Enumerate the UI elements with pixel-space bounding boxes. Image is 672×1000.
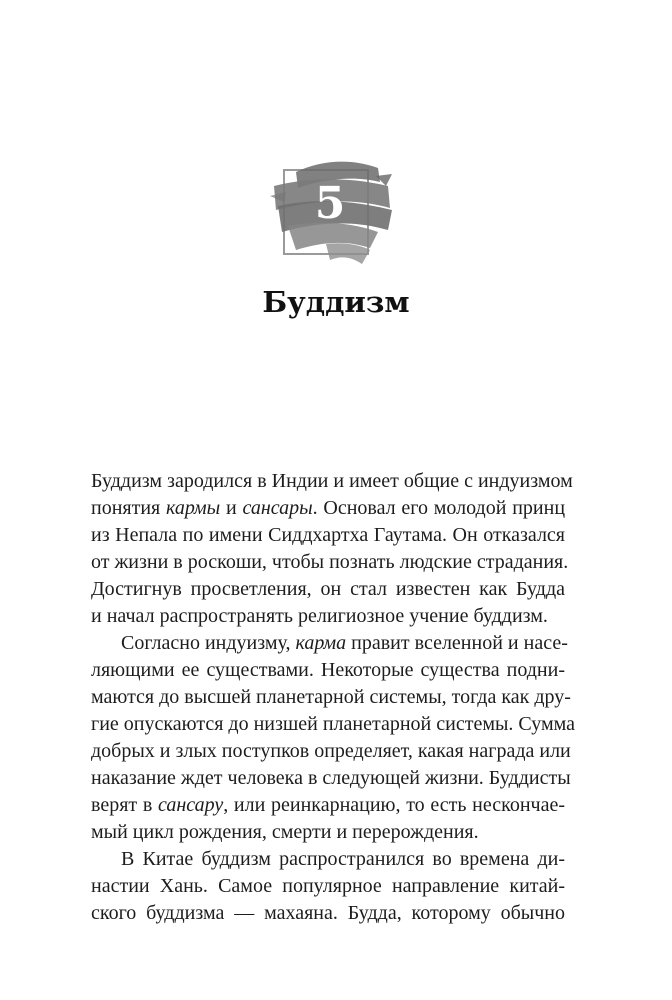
chapter-number: 5 — [314, 178, 346, 229]
chapter-number-badge — [266, 152, 396, 270]
text-line: Согласно индуизму, карма правит вселенной и насе- — [121, 632, 568, 654]
text-line: мый цикл рождения, смерти и перерождения. — [91, 821, 479, 843]
text-line: настии Хань. Самое популярное направление китай- — [91, 875, 565, 897]
emphasis: сансару — [157, 794, 224, 816]
text-line: маются до высшей планетарной системы, тогда как дру- — [91, 686, 571, 708]
emphasis: кармы — [166, 497, 221, 519]
text-line: ского буддизма — махаяна. Будда, которому обычно — [91, 902, 565, 924]
text-line: Достигнув просветления, он стал известен как Будда — [91, 578, 565, 600]
text-line: из Непала по имени Сиддхартха Гаутама. Он отказался — [91, 524, 565, 546]
text-line: ляющими ее существами. Некоторые существа подни- — [91, 659, 565, 681]
text-line: Буддизм зародился в Индии и имеет общие с индуизмом — [91, 470, 573, 492]
text-line: верят в сансару, или реинкарнацию, то есть нескончае- — [91, 794, 565, 816]
text-line: и начал распространять религиозное учение буддизм. — [91, 605, 548, 627]
chapter-title: Буддизм — [262, 285, 410, 319]
text-line: наказание ждет человека в следующей жизни. Буддисты — [91, 767, 571, 789]
text-line: добрых и злых поступков определяет, какая награда или — [91, 740, 571, 762]
text-line: В Китае буддизм распространился во времена ди- — [121, 848, 565, 870]
text-line: гие опускаются до низшей планетарной системы. Сумма — [91, 713, 576, 735]
emphasis: карма — [295, 632, 347, 654]
body-text — [91, 468, 576, 927]
emphasis: сансары — [242, 497, 313, 519]
text-line: от жизни в роскоши, чтобы познать людские страдания. — [91, 551, 569, 573]
text-line: понятия кармы и сансары. Основал его молодой принц — [91, 497, 566, 519]
